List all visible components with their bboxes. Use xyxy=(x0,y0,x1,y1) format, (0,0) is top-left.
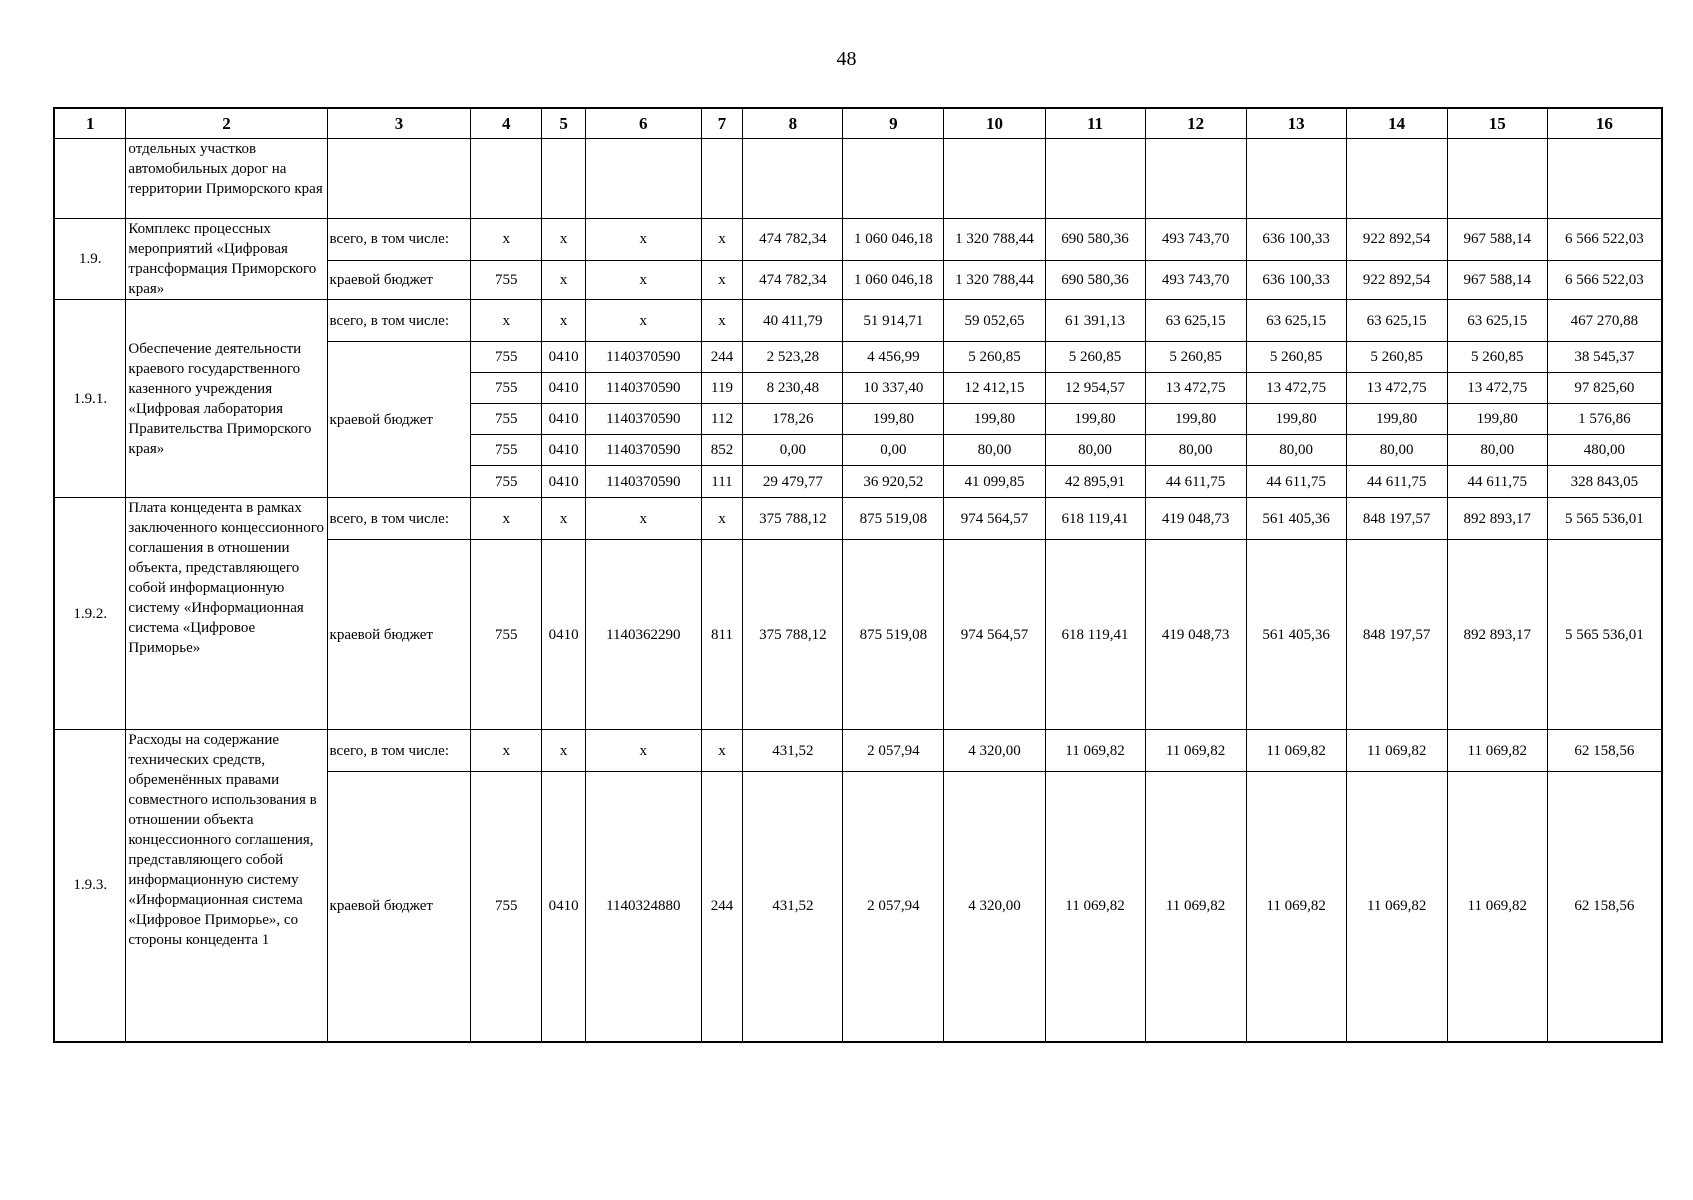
total-cell: 62 158,56 xyxy=(1547,772,1662,1042)
value-cell: 11 069,82 xyxy=(1045,772,1145,1042)
cell-c5: х xyxy=(542,730,586,772)
cell-c6: х xyxy=(585,300,701,342)
total-cell: 38 545,37 xyxy=(1547,342,1662,373)
table-row xyxy=(54,730,1662,772)
cell-c5: х xyxy=(542,300,586,342)
value-cell: 80,00 xyxy=(1346,435,1447,466)
value-cell: 892 893,17 xyxy=(1447,540,1547,730)
value-cell: 11 069,82 xyxy=(1246,730,1346,772)
column-header: 4 xyxy=(471,108,542,139)
column-header: 10 xyxy=(944,108,1045,139)
cell-c7: х xyxy=(701,498,743,540)
value-cell: 5 260,85 xyxy=(1145,342,1246,373)
value-cell: 875 519,08 xyxy=(843,540,944,730)
cell-c6: х xyxy=(585,730,701,772)
value-cell: 59 052,65 xyxy=(944,300,1045,342)
budget-table xyxy=(53,107,1663,1043)
value-cell: 561 405,36 xyxy=(1246,540,1346,730)
cell-c7: х xyxy=(701,730,743,772)
total-cell: 97 825,60 xyxy=(1547,373,1662,404)
value-cell: 199,80 xyxy=(1346,404,1447,435)
value-cell: 63 625,15 xyxy=(1145,300,1246,342)
column-header: 11 xyxy=(1045,108,1145,139)
value-cell: 10 337,40 xyxy=(843,373,944,404)
value-cell: 80,00 xyxy=(1447,435,1547,466)
value-cell: 974 564,57 xyxy=(944,540,1045,730)
cell-c4: 755 xyxy=(471,260,542,300)
value-cell: 561 405,36 xyxy=(1246,498,1346,540)
value-cell: 636 100,33 xyxy=(1246,219,1346,261)
cell-c5: 0410 xyxy=(542,373,586,404)
total-cell: 328 843,05 xyxy=(1547,466,1662,498)
cell-c4: х xyxy=(471,498,542,540)
cell-c5: 0410 xyxy=(542,435,586,466)
value-cell: 44 611,75 xyxy=(1246,466,1346,498)
value-cell: 690 580,36 xyxy=(1045,219,1145,261)
total-cell: 6 566 522,03 xyxy=(1547,260,1662,300)
total-cell: 62 158,56 xyxy=(1547,730,1662,772)
value-cell: 1 320 788,44 xyxy=(944,260,1045,300)
total-cell: 5 565 536,01 xyxy=(1547,540,1662,730)
cell-c5: х xyxy=(542,498,586,540)
value-cell: 5 260,85 xyxy=(1246,342,1346,373)
funding-source: всего, в том числе: xyxy=(327,219,471,261)
continuation-row xyxy=(54,139,1662,219)
value-cell: 2 057,94 xyxy=(843,730,944,772)
value-cell: 13 472,75 xyxy=(1447,373,1547,404)
value-cell: 474 782,34 xyxy=(743,260,843,300)
value-cell: 13 472,75 xyxy=(1346,373,1447,404)
value-cell: 1 060 046,18 xyxy=(843,260,944,300)
cell-c4: 755 xyxy=(471,540,542,730)
row-name: Обеспечение деятельности краевого государственного казенного учреждения «Цифровая лаборатория Правительства Приморского края» xyxy=(126,300,327,498)
cell-c7: 244 xyxy=(701,772,743,1042)
value-cell: 63 625,15 xyxy=(1246,300,1346,342)
cell-c4: 755 xyxy=(471,435,542,466)
column-header: 8 xyxy=(743,108,843,139)
cell-c4: 755 xyxy=(471,342,542,373)
funding-source: всего, в том числе: xyxy=(327,300,471,342)
row-index: 1.9.1. xyxy=(54,300,126,498)
cell-c5: 0410 xyxy=(542,540,586,730)
cell-c6: х xyxy=(585,219,701,261)
value-cell: 11 069,82 xyxy=(1145,772,1246,1042)
funding-source: всего, в том числе: xyxy=(327,730,471,772)
total-cell: 1 576,86 xyxy=(1547,404,1662,435)
value-cell: 618 119,41 xyxy=(1045,498,1145,540)
value-cell: 80,00 xyxy=(1145,435,1246,466)
value-cell: 493 743,70 xyxy=(1145,260,1246,300)
table-row xyxy=(54,219,1662,261)
value-cell: 419 048,73 xyxy=(1145,498,1246,540)
cell-c6: х xyxy=(585,260,701,300)
funding-source: краевой бюджет xyxy=(327,540,471,730)
total-cell: 480,00 xyxy=(1547,435,1662,466)
value-cell: 40 411,79 xyxy=(743,300,843,342)
column-header: 15 xyxy=(1447,108,1547,139)
table-row xyxy=(54,300,1662,342)
value-cell: 419 048,73 xyxy=(1145,540,1246,730)
value-cell: 11 069,82 xyxy=(1346,730,1447,772)
value-cell: 8 230,48 xyxy=(743,373,843,404)
page-number: 48 xyxy=(836,48,857,70)
value-cell: 13 472,75 xyxy=(1145,373,1246,404)
value-cell: 4 320,00 xyxy=(944,730,1045,772)
column-header: 16 xyxy=(1547,108,1662,139)
row-name: отдельных участков автомобильных дорог на территории Приморского края xyxy=(126,139,327,219)
value-cell: 199,80 xyxy=(1246,404,1346,435)
cell-c5: х xyxy=(542,260,586,300)
value-cell: 11 069,82 xyxy=(1145,730,1246,772)
cell-c5: х xyxy=(542,219,586,261)
cell-c5: 0410 xyxy=(542,772,586,1042)
value-cell: 5 260,85 xyxy=(944,342,1045,373)
value-cell: 922 892,54 xyxy=(1346,219,1447,261)
value-cell: 36 920,52 xyxy=(843,466,944,498)
value-cell: 12 412,15 xyxy=(944,373,1045,404)
row-index: 1.9.3. xyxy=(54,730,126,1042)
cell-c4: х xyxy=(471,300,542,342)
cell-c4: 755 xyxy=(471,404,542,435)
value-cell: 80,00 xyxy=(1246,435,1346,466)
cell-c7: 111 xyxy=(701,466,743,498)
cell-c6: 1140370590 xyxy=(585,342,701,373)
cell-c7: 119 xyxy=(701,373,743,404)
value-cell: 848 197,57 xyxy=(1346,498,1447,540)
value-cell: 4 456,99 xyxy=(843,342,944,373)
cell-c4: 755 xyxy=(471,466,542,498)
value-cell: 80,00 xyxy=(944,435,1045,466)
cell-c6: 1140370590 xyxy=(585,466,701,498)
value-cell: 199,80 xyxy=(1045,404,1145,435)
cell-c4: х xyxy=(471,730,542,772)
value-cell: 63 625,15 xyxy=(1447,300,1547,342)
column-header: 1 xyxy=(54,108,126,139)
cell-c5: 0410 xyxy=(542,404,586,435)
cell-c6: х xyxy=(585,498,701,540)
column-header: 13 xyxy=(1246,108,1346,139)
header-row xyxy=(54,108,1662,139)
column-header: 6 xyxy=(585,108,701,139)
row-index xyxy=(54,139,126,219)
cell-c7: х xyxy=(701,300,743,342)
value-cell: 42 895,91 xyxy=(1045,466,1145,498)
column-header: 12 xyxy=(1145,108,1246,139)
value-cell: 44 611,75 xyxy=(1145,466,1246,498)
value-cell: 5 260,85 xyxy=(1045,342,1145,373)
total-cell: 5 565 536,01 xyxy=(1547,498,1662,540)
value-cell: 63 625,15 xyxy=(1346,300,1447,342)
value-cell: 875 519,08 xyxy=(843,498,944,540)
value-cell: 199,80 xyxy=(1447,404,1547,435)
value-cell: 61 391,13 xyxy=(1045,300,1145,342)
cell-c7: 852 xyxy=(701,435,743,466)
column-header: 3 xyxy=(327,108,471,139)
value-cell: 199,80 xyxy=(944,404,1045,435)
value-cell: 967 588,14 xyxy=(1447,219,1547,261)
column-header: 2 xyxy=(126,108,327,139)
total-cell: 467 270,88 xyxy=(1547,300,1662,342)
cell-c6: 1140370590 xyxy=(585,435,701,466)
value-cell: 2 057,94 xyxy=(843,772,944,1042)
row-name: Плата концедента в рамках заключенного концессионного соглашения в отношении объекта, представляющего собой информационную систему «Информационная система «Цифровое Приморье» xyxy=(126,498,327,730)
value-cell: 922 892,54 xyxy=(1346,260,1447,300)
row-index: 1.9.2. xyxy=(54,498,126,730)
value-cell: 636 100,33 xyxy=(1246,260,1346,300)
value-cell: 178,26 xyxy=(743,404,843,435)
value-cell: 690 580,36 xyxy=(1045,260,1145,300)
value-cell: 12 954,57 xyxy=(1045,373,1145,404)
cell-c6: 1140324880 xyxy=(585,772,701,1042)
value-cell: 618 119,41 xyxy=(1045,540,1145,730)
cell-c7: 112 xyxy=(701,404,743,435)
row-index: 1.9. xyxy=(54,219,126,300)
value-cell: 0,00 xyxy=(743,435,843,466)
value-cell: 199,80 xyxy=(1145,404,1246,435)
value-cell: 1 060 046,18 xyxy=(843,219,944,261)
value-cell: 493 743,70 xyxy=(1145,219,1246,261)
value-cell: 375 788,12 xyxy=(743,540,843,730)
value-cell: 892 893,17 xyxy=(1447,498,1547,540)
cell-c7: 811 xyxy=(701,540,743,730)
value-cell: 375 788,12 xyxy=(743,498,843,540)
value-cell: 2 523,28 xyxy=(743,342,843,373)
cell-c5: 0410 xyxy=(542,466,586,498)
value-cell: 199,80 xyxy=(843,404,944,435)
table-row xyxy=(54,498,1662,540)
value-cell: 848 197,57 xyxy=(1346,540,1447,730)
value-cell: 11 069,82 xyxy=(1447,772,1547,1042)
value-cell: 1 320 788,44 xyxy=(944,219,1045,261)
value-cell: 80,00 xyxy=(1045,435,1145,466)
value-cell: 974 564,57 xyxy=(944,498,1045,540)
value-cell: 44 611,75 xyxy=(1447,466,1547,498)
row-name: Расходы на содержание технических средств, обременённых правами совместного использования в отношении объекта концессионного соглашения, представляющего собой информационную систему «Информационная система «Цифровое Приморье», со стороны концедента 1 xyxy=(126,730,327,1042)
cell-c6: 1140370590 xyxy=(585,373,701,404)
cell-c4: х xyxy=(471,219,542,261)
value-cell: 13 472,75 xyxy=(1246,373,1346,404)
cell-c6: 1140362290 xyxy=(585,540,701,730)
value-cell: 431,52 xyxy=(743,730,843,772)
funding-source: краевой бюджет xyxy=(327,772,471,1042)
value-cell: 41 099,85 xyxy=(944,466,1045,498)
cell-c5: 0410 xyxy=(542,342,586,373)
total-cell: 6 566 522,03 xyxy=(1547,219,1662,261)
value-cell: 0,00 xyxy=(843,435,944,466)
column-header: 5 xyxy=(542,108,586,139)
value-cell: 474 782,34 xyxy=(743,219,843,261)
value-cell: 5 260,85 xyxy=(1346,342,1447,373)
column-header: 7 xyxy=(701,108,743,139)
cell-c4: 755 xyxy=(471,772,542,1042)
value-cell: 967 588,14 xyxy=(1447,260,1547,300)
value-cell: 5 260,85 xyxy=(1447,342,1547,373)
funding-source: краевой бюджет xyxy=(327,260,471,300)
column-header: 14 xyxy=(1346,108,1447,139)
value-cell: 29 479,77 xyxy=(743,466,843,498)
cell-c6: 1140370590 xyxy=(585,404,701,435)
row-name: Комплекс процессных мероприятий «Цифровая трансформация Приморского края» xyxy=(126,219,327,300)
cell-c7: х xyxy=(701,219,743,261)
cell-c7: х xyxy=(701,260,743,300)
cell-c4: 755 xyxy=(471,373,542,404)
value-cell: 431,52 xyxy=(743,772,843,1042)
value-cell: 11 069,82 xyxy=(1246,772,1346,1042)
value-cell: 51 914,71 xyxy=(843,300,944,342)
value-cell: 44 611,75 xyxy=(1346,466,1447,498)
value-cell: 11 069,82 xyxy=(1045,730,1145,772)
funding-source: краевой бюджет xyxy=(327,342,471,498)
value-cell: 11 069,82 xyxy=(1447,730,1547,772)
cell-c7: 244 xyxy=(701,342,743,373)
funding-source: всего, в том числе: xyxy=(327,498,471,540)
value-cell: 11 069,82 xyxy=(1346,772,1447,1042)
value-cell: 4 320,00 xyxy=(944,772,1045,1042)
column-header: 9 xyxy=(843,108,944,139)
